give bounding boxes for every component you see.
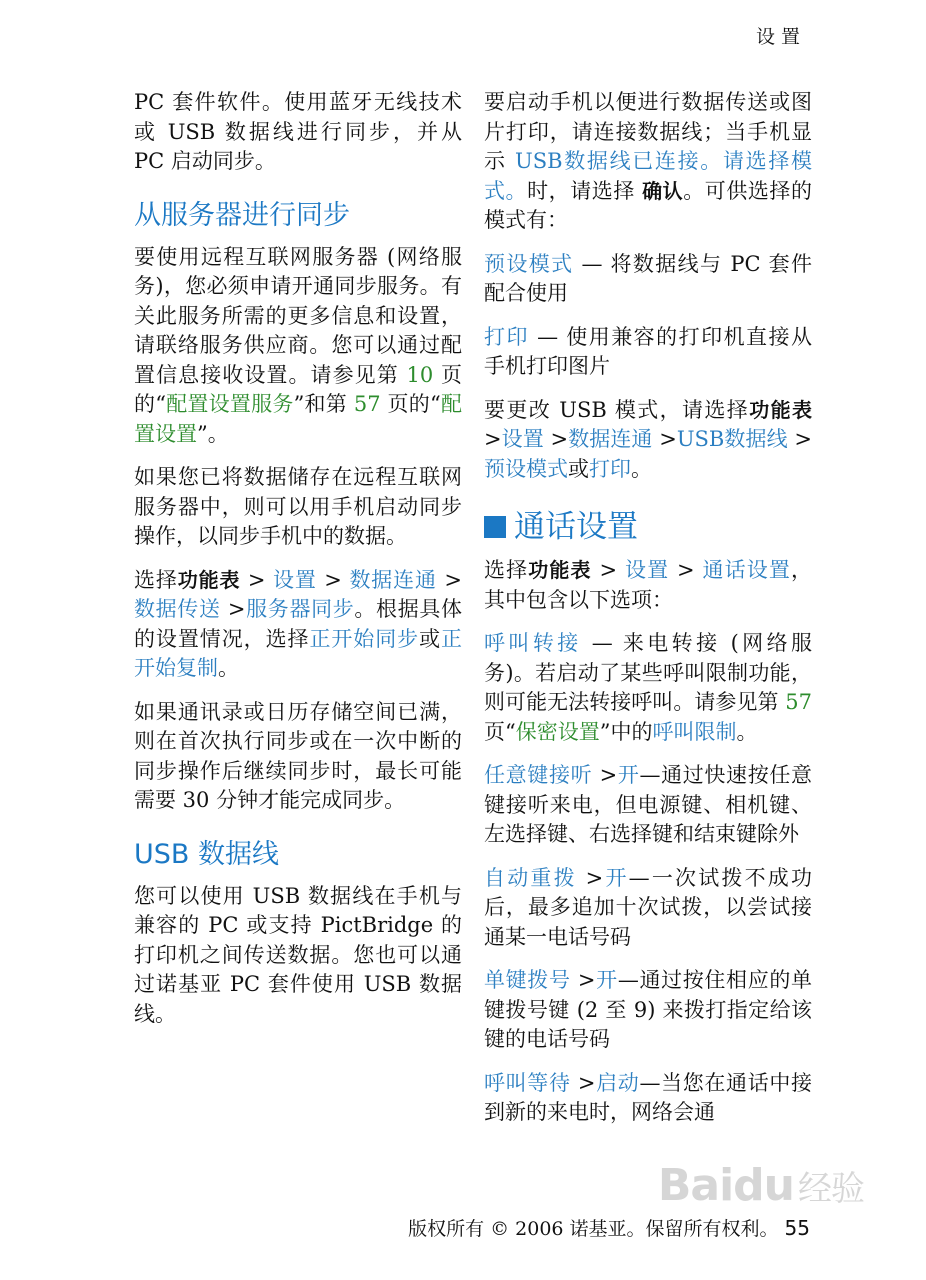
option-description: —当您在通话中接到新的来电时，网络会通 bbox=[484, 1070, 813, 1124]
page-number: 55 bbox=[784, 1216, 810, 1240]
paragraph-usb-connect bbox=[484, 88, 812, 236]
option-description: — 将数据线与 PC 套件配合使用 bbox=[484, 251, 813, 305]
link-config-settings[interactable]: 配置设置 bbox=[134, 392, 462, 446]
text: 。根据具体的设置情况，选择 bbox=[134, 597, 462, 651]
menu-server-sync[interactable]: 服务器同步 bbox=[245, 597, 355, 621]
link-config-service[interactable]: 配置设置服务 bbox=[165, 392, 294, 416]
option-print-label[interactable]: 打印 bbox=[484, 324, 529, 349]
option-speed-dial-label[interactable]: 单键拨号 bbox=[484, 968, 571, 992]
text: 选择 bbox=[134, 567, 178, 592]
menu-usb-cable[interactable]: USB数据线 bbox=[676, 427, 788, 451]
option-description: — 使用兼容的打印机直接从手机打印图片 bbox=[484, 324, 812, 378]
option-description: —一次试拨不成功后，最多追加十次试拨，以尝试接通某一电话号码 bbox=[484, 865, 812, 949]
menu-call-settings[interactable]: 通话设置 bbox=[702, 558, 792, 582]
menu-label: 功能表 bbox=[177, 567, 241, 592]
option-description: —通过快速按任意键接听来电，但电源键、相机键、左选择键、右选择键和结束键除外 bbox=[484, 763, 813, 846]
menu-label: 功能表 bbox=[528, 558, 592, 582]
menu-connectivity[interactable]: 数据连通 bbox=[568, 427, 653, 451]
text: ”和第 bbox=[293, 392, 354, 416]
text: 。 bbox=[736, 719, 758, 744]
menu-default-mode[interactable]: 预设模式 bbox=[484, 456, 568, 481]
text: 选择 bbox=[484, 558, 529, 582]
separator: > bbox=[591, 558, 625, 582]
page-footer bbox=[408, 1214, 810, 1241]
option-on-value[interactable]: 开 bbox=[617, 763, 640, 787]
text: 页的“ bbox=[134, 362, 462, 416]
text: ”中的 bbox=[599, 719, 653, 744]
separator: > bbox=[576, 865, 604, 890]
right-column bbox=[484, 88, 812, 1142]
link-security-settings[interactable]: 保密设置 bbox=[515, 719, 600, 744]
option-call-divert-label[interactable]: 呼叫转接 bbox=[484, 631, 582, 655]
page-ref-10[interactable]: 10 bbox=[406, 362, 434, 387]
option-anykey-answer-label[interactable]: 任意键接听 bbox=[484, 763, 593, 787]
text: 要启动手机以便进行数据传送或图片打印，请连接数据线；当手机显示 bbox=[484, 90, 812, 173]
separator: > bbox=[484, 427, 502, 451]
option-activate-value[interactable]: 启动 bbox=[595, 1070, 640, 1095]
separator: > bbox=[592, 763, 618, 787]
menu-settings[interactable]: 设置 bbox=[624, 558, 670, 582]
section-square-icon bbox=[484, 516, 506, 538]
paragraph-pc-suite: PC 套件软件。使用蓝牙无线技术或 USB 数据线进行同步，并从 PC 启动同步。 bbox=[134, 90, 462, 173]
text: 页“ bbox=[484, 719, 516, 744]
heading-call-settings bbox=[484, 508, 812, 546]
paragraph-change-usb-mode bbox=[484, 396, 812, 485]
text: 时，请选择 bbox=[527, 178, 643, 203]
separator: > bbox=[652, 427, 677, 451]
separator: > bbox=[436, 567, 463, 592]
menu-settings[interactable]: 设置 bbox=[273, 567, 317, 592]
menu-connectivity[interactable]: 数据连通 bbox=[349, 567, 437, 592]
option-default-mode bbox=[484, 250, 812, 309]
option-on-value[interactable]: 开 bbox=[595, 968, 618, 992]
baidu-watermark-logo bbox=[658, 1160, 864, 1211]
page-ref-57[interactable]: 57 bbox=[353, 392, 381, 416]
separator: > bbox=[316, 567, 350, 592]
text: — 来电转接 (网络服务)。若启动了某些呼叫限制功能，则可能无法转接呼叫。请参见第 bbox=[484, 631, 813, 714]
text: ”。 bbox=[197, 421, 229, 446]
text: 或 bbox=[419, 626, 442, 651]
text: 。 bbox=[218, 656, 239, 680]
separator: > bbox=[570, 1070, 596, 1095]
watermark-suffix: 经验 bbox=[798, 1169, 864, 1209]
separator: > bbox=[543, 427, 569, 451]
left-column bbox=[134, 88, 462, 1043]
menu-data-transfer[interactable]: 数据传送 bbox=[134, 597, 221, 621]
option-start-copy[interactable]: 正开始复制 bbox=[134, 626, 463, 680]
link-call-barring[interactable]: 呼叫限制 bbox=[652, 719, 737, 744]
option-speed-dial bbox=[484, 966, 812, 1055]
text: 要使用远程互联网服务器 (网络服务)，您必须申请开通同步服务。有关此服务所需的更多信息和设置，请联络服务供应商。您可以通过配置信息接收设置。请参见第 bbox=[134, 244, 462, 387]
paragraph-server-service bbox=[134, 243, 462, 450]
menu-print[interactable]: 打印 bbox=[589, 456, 631, 481]
page-ref-57[interactable]: 57 bbox=[785, 690, 812, 714]
option-call-waiting-label[interactable]: 呼叫等待 bbox=[484, 1070, 571, 1095]
heading-call-settings-text: 通话设置 bbox=[514, 509, 638, 545]
text: 。可供选择的模式有： bbox=[484, 178, 812, 232]
text: 要更改 USB 模式，请选择 bbox=[484, 397, 750, 422]
confirm-label: 确认 bbox=[642, 178, 684, 203]
separator: > bbox=[570, 968, 596, 992]
separator: > bbox=[787, 427, 812, 451]
paragraph-remote-data: 如果您已将数据储存在远程互联网服务器中，则可以用手机启动同步操作，以同步手机中的数据。 bbox=[134, 465, 462, 548]
option-description: —通过按住相应的单键拨号键 (2 至 9) 来拨打指定给该键的电话号码 bbox=[484, 968, 812, 1051]
option-default-mode-label[interactable]: 预设模式 bbox=[484, 251, 574, 276]
paragraph-call-menu-path bbox=[484, 556, 812, 615]
separator: > bbox=[669, 558, 703, 582]
copyright-text: 版权所有 © 2006 诺基亚。保留所有权利。 bbox=[408, 1218, 779, 1240]
text: 页的“ bbox=[380, 392, 441, 416]
paragraph-menu-path-sync bbox=[134, 566, 462, 684]
separator: > bbox=[220, 597, 246, 621]
paragraph-sync-time: 如果通讯录或日历存储空间已满，则在首次执行同步或在一次中断的同步操作后继续同步时，最长可能需要 30 分钟才能完成同步。 bbox=[134, 699, 462, 812]
display-message-usb-connected: USB数据线已连接。请选择模式。 bbox=[484, 149, 812, 203]
option-call-waiting bbox=[484, 1069, 812, 1128]
menu-label: 功能表 bbox=[749, 397, 812, 422]
text: 或 bbox=[568, 456, 589, 481]
paragraph-usb-intro: 您可以使用 USB 数据线在手机与兼容的 PC 或支持 PictBridge 的打印机之间传送数据。您也可以通过诺基亚 PC 套件使用 USB 数据线。 bbox=[134, 883, 462, 1026]
option-on-value[interactable]: 开 bbox=[603, 865, 629, 890]
text: ，其中包含以下选项： bbox=[484, 558, 813, 612]
option-start-sync[interactable]: 正开始同步 bbox=[309, 626, 420, 651]
option-anykey-answer bbox=[484, 761, 812, 850]
page-header-title: 设置 bbox=[755, 26, 806, 48]
heading-server-sync: 从服务器进行同步 bbox=[134, 199, 350, 231]
menu-settings[interactable]: 设置 bbox=[501, 427, 544, 451]
option-print bbox=[484, 323, 812, 382]
text: 。 bbox=[631, 456, 652, 481]
watermark-brand: Baidu bbox=[657, 1160, 794, 1211]
option-call-divert bbox=[484, 629, 812, 747]
heading-usb-cable: USB 数据线 bbox=[134, 838, 280, 870]
option-auto-redial-label[interactable]: 自动重拨 bbox=[484, 865, 577, 890]
option-auto-redial bbox=[484, 864, 812, 953]
separator: > bbox=[240, 567, 274, 592]
